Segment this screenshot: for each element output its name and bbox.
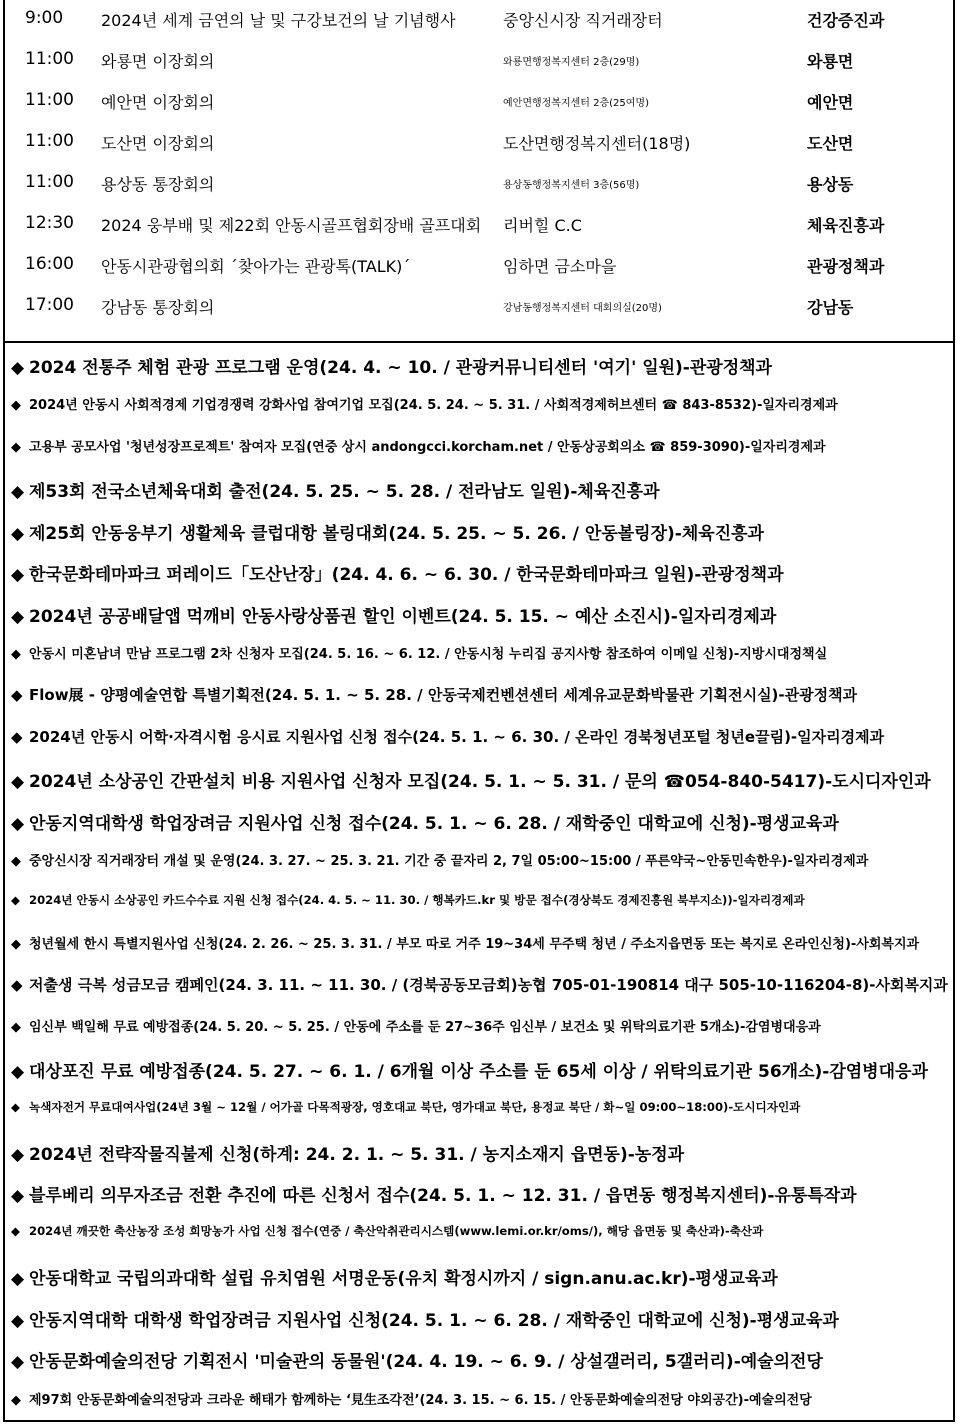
- diamond-bullet-icon: ◆: [11, 1352, 25, 1372]
- notice-item: [11, 892, 949, 908]
- schedule-title: 도산면 이장회의: [101, 134, 215, 153]
- diamond-bullet-icon: ◆: [11, 814, 25, 834]
- notice-item: [11, 519, 949, 544]
- schedule-place: 도산면행정복지센터(18명): [503, 134, 691, 153]
- diamond-bullet-icon: ◆: [11, 1100, 20, 1114]
- notice-item: [11, 1223, 949, 1239]
- diamond-bullet-icon: ◆: [11, 440, 21, 455]
- schedule-dept: 도산면: [807, 134, 854, 153]
- notice-text: 안동대학교 국립의과대학 설립 유치염원 서명운동(유치 확정시까지 / sign.anu.ac.kr)-평생교육과: [29, 1269, 778, 1289]
- notice-text: 블루베리 의무자조금 전환 추진에 따른 신청서 접수(24. 5. 1. ~ 12. 31. / 읍면동 행정복지센터)-유통특작과: [29, 1186, 857, 1206]
- schedule-row: [5, 205, 953, 246]
- schedule-time: 11:00: [25, 131, 74, 151]
- diamond-bullet-icon: ◆: [11, 1224, 20, 1238]
- schedule-row: [5, 0, 953, 41]
- daily-schedule-table: [5, 0, 953, 343]
- schedule-row: [5, 82, 953, 123]
- notice-text: 한국문화테마파크 퍼레이드「도산난장」(24. 4. 6. ~ 6. 30. / 한국문화테마파크 일원)-관광정책과: [29, 565, 784, 585]
- document-page: [3, 0, 955, 1422]
- schedule-title: 예안면 이장회의: [101, 93, 215, 112]
- schedule-title: 용상동 통장회의: [101, 175, 215, 194]
- notice-item: [11, 1016, 949, 1035]
- notice-text: 2024년 안동시 소상공인 카드수수료 지원 신청 접수(24. 4. 5. ~ 11. 30. / 행복카드.kr 및 방문 접수(경상북도 경제진흥원 북부지소))-일자리경제과: [29, 893, 805, 907]
- schedule-time: 17:00: [25, 295, 74, 315]
- notice-item: [11, 353, 949, 378]
- notice-text: 제25회 안동웅부기 생활체육 클럽대항 볼링대회(24. 5. 25. ~ 5. 26. / 안동볼링장)-체육진흥과: [29, 524, 764, 544]
- notice-text: 2024년 공공배달앱 먹깨비 안동사랑상품권 할인 이벤트(24. 5. 15. ~ 예산 소진시)-일자리경제과: [29, 607, 777, 627]
- notice-item: [11, 394, 949, 413]
- notice-item: [11, 436, 949, 455]
- notice-item: [11, 602, 949, 627]
- schedule-place: 중앙신시장 직거래장터: [503, 11, 663, 30]
- schedule-place: 와룡면행정복지센터 2층(29명): [503, 57, 640, 68]
- schedule-place: 리버힐 C.C: [503, 216, 582, 235]
- schedule-title: 강남동 통장회의: [101, 298, 215, 317]
- schedule-time: 12:30: [25, 213, 74, 233]
- diamond-bullet-icon: ◆: [11, 772, 25, 792]
- notice-item: [11, 1264, 949, 1289]
- diamond-bullet-icon: ◆: [11, 1186, 25, 1206]
- schedule-time: 16:00: [25, 254, 74, 274]
- notice-text: 고용부 공모사업 '청년성장프로젝트' 참여자 모집(연중 상시 andongcci.korcham.net / 안동상공회의소 ☎ 859-3090)-일자리경제과: [29, 440, 826, 455]
- diamond-bullet-icon: ◆: [11, 607, 25, 627]
- diamond-bullet-icon: ◆: [11, 976, 23, 994]
- notice-text: 2024년 전략작물직불제 신청(하계: 24. 2. 1. ~ 5. 31. / 농지소재지 읍면동)-농정과: [29, 1145, 685, 1165]
- schedule-row: [5, 41, 953, 82]
- notice-item: [11, 684, 949, 705]
- notice-item: [11, 809, 949, 834]
- diamond-bullet-icon: ◆: [11, 482, 25, 502]
- notice-text: 안동지역대학생 학업장려금 지원사업 신청 접수(24. 5. 1. ~ 6. 28. / 재학중인 대학교에 신청)-평생교육과: [29, 814, 839, 834]
- diamond-bullet-icon: ◆: [11, 1062, 25, 1082]
- schedule-place: 예안면행정복지센터 2층(25여명): [503, 98, 649, 109]
- diamond-bullet-icon: ◆: [11, 1311, 25, 1331]
- schedule-row: [5, 246, 953, 287]
- notice-text: 대상포진 무료 예방접종(24. 5. 27. ~ 6. 1. / 6개월 이상 주소를 둔 65세 이상 / 위탁의료기관 56개소)-감염병대응과: [29, 1062, 928, 1082]
- notice-text: 안동문화예술의전당 기획전시 '미술관의 동물원'(24. 4. 19. ~ 6. 9. / 상설갤러리, 5갤러리)-예술의전당: [29, 1352, 823, 1372]
- notice-item: [11, 767, 949, 792]
- notice-item: [11, 726, 949, 747]
- schedule-row: [5, 123, 953, 164]
- schedule-dept: 예안면: [807, 93, 854, 112]
- notice-text: 제53회 전국소년체육대회 출전(24. 5. 25. ~ 5. 28. / 전라남도 일원)-체육진흥과: [29, 482, 660, 502]
- schedule-row: [5, 287, 953, 328]
- diamond-bullet-icon: ◆: [11, 524, 25, 544]
- notice-item: [11, 1057, 949, 1082]
- diamond-bullet-icon: ◆: [11, 358, 25, 378]
- diamond-bullet-icon: ◆: [11, 686, 23, 704]
- schedule-time: 11:00: [25, 172, 74, 192]
- diamond-bullet-icon: ◆: [11, 1269, 25, 1289]
- schedule-place: 강남동행정복지센터 대회의실(20명): [503, 303, 662, 314]
- notice-text: 2024 전통주 체험 관광 프로그램 운영(24. 4. ~ 10. / 관광커뮤니티센터 '여기' 일원)-관광정책과: [29, 358, 772, 378]
- diamond-bullet-icon: ◆: [11, 1145, 25, 1165]
- notice-item: [11, 1099, 949, 1115]
- notice-list: [5, 343, 953, 1420]
- notice-item: [11, 974, 949, 995]
- notice-text: 2024년 소상공인 간판설치 비용 지원사업 신청자 모집(24. 5. 1. ~ 5. 31. / 문의 ☎054-840-5417)-도시디자인과: [29, 772, 931, 792]
- notice-text: 녹색자전거 무료대여사업(24년 3월 ~ 12월 / 어가골 다목적광장, 영호대교 북단, 영가대교 북단, 용정교 북단 / 화~일 09:00~18:00)-도시디자인과: [29, 1100, 801, 1114]
- diamond-bullet-icon: ◆: [11, 1020, 21, 1035]
- diamond-bullet-icon: ◆: [11, 1393, 21, 1408]
- diamond-bullet-icon: ◆: [11, 893, 20, 907]
- notice-text: Flow展 - 양평예술연합 특별기획전(24. 5. 1. ~ 5. 28. / 안동국제컨벤션센터 세계유교문화박물관 기획전시실)-관광정책과: [29, 686, 858, 704]
- notice-item: [11, 1389, 949, 1408]
- notice-text: 제97회 안동문화예술의전당과 크라운 해태가 함께하는 ‘見生조각전’(24. 3. 15. ~ 6. 15. / 안동문화예술의전당 야외공간)-예술의전당: [29, 1393, 812, 1408]
- notice-text: 안동지역대학 대학생 학업장려금 지원사업 신청(24. 5. 1. ~ 6. 28. / 재학중인 대학교에 신청)-평생교육과: [29, 1311, 839, 1331]
- schedule-dept: 용상동: [807, 175, 854, 194]
- schedule-row: [5, 164, 953, 205]
- schedule-time: 11:00: [25, 90, 74, 110]
- notice-text: 2024년 안동시 어학·자격시험 응시료 지원사업 신청 접수(24. 5. 1. ~ 6. 30. / 온라인 경북청년포털 청년e끌림)-일자리경제과: [29, 728, 885, 746]
- schedule-time: 9:00: [25, 8, 64, 28]
- schedule-dept: 체육진흥과: [807, 216, 885, 235]
- schedule-place: 임하면 금소마을: [503, 257, 617, 276]
- diamond-bullet-icon: ◆: [11, 937, 21, 952]
- notice-text: 중앙신시장 직거래장터 개설 및 운영(24. 3. 27. ~ 25. 3. 21. 기간 중 끝자리 2, 7일 05:00~15:00 / 푸른약국~안동민속한우)-일자리경제과: [29, 854, 869, 869]
- notice-item: [11, 1347, 949, 1372]
- notice-text: 저출생 극복 성금모금 캠페인(24. 3. 11. ~ 11. 30. / (경북공동모금회)농협 705-01-190814 대구 505-10-116204-8)-사회복지과: [29, 976, 948, 994]
- diamond-bullet-icon: ◆: [11, 728, 23, 746]
- notice-text: 2024년 안동시 사회적경제 기업경쟁력 강화사업 참여기업 모집(24. 5. 24. ~ 5. 31. / 사회적경제허브센터 ☎ 843-8532)-일자리경제과: [29, 398, 838, 413]
- notice-item: [11, 560, 949, 585]
- schedule-dept: 강남동: [807, 298, 854, 317]
- diamond-bullet-icon: ◆: [11, 854, 21, 869]
- schedule-dept: 건강증진과: [807, 11, 885, 30]
- notice-item: [11, 1140, 949, 1165]
- notice-text: 청년월세 한시 특별지원사업 신청(24. 2. 26. ~ 25. 3. 31. / 부모 따로 거주 19~34세 무주택 청년 / 주소지읍면동 또는 복지로 온라인신청)-사회복지과: [29, 937, 920, 952]
- notice-item: [11, 933, 949, 952]
- notice-text: 안동시 미혼남녀 만남 프로그램 2차 신청자 모집(24. 5. 16. ~ 6. 12. / 안동시청 누리집 공지사항 참조하여 이메일 신청)-지방시대정책실: [29, 647, 828, 662]
- diamond-bullet-icon: ◆: [11, 647, 21, 662]
- schedule-time: 11:00: [25, 49, 74, 69]
- notice-text: 2024년 깨끗한 축산농장 조성 희망농가 사업 신청 접수(연중 / 축산악취관리시스템(www.lemi.or.kr/oms/), 해당 읍면동 및 축산과)-축산과: [29, 1224, 764, 1238]
- notice-item: [11, 850, 949, 869]
- notice-item: [11, 477, 949, 502]
- notice-item: [11, 1181, 949, 1206]
- schedule-title: 안동시관광협의회 ´찾아가는 관광톡(TALK)´: [101, 257, 411, 276]
- schedule-title: 2024년 세계 금연의 날 및 구강보건의 날 기념행사: [101, 11, 456, 30]
- schedule-dept: 관광정책과: [807, 257, 885, 276]
- schedule-place: 용상동행정복지센터 3층(56명): [503, 180, 640, 191]
- diamond-bullet-icon: ◆: [11, 398, 21, 413]
- schedule-dept: 와룡면: [807, 52, 854, 71]
- diamond-bullet-icon: ◆: [11, 565, 25, 585]
- schedule-title: 2024 웅부배 및 제22회 안동시골프협회장배 골프대회: [101, 216, 482, 235]
- notice-text: 임신부 백일해 무료 예방접종(24. 5. 20. ~ 5. 25. / 안동에 주소를 둔 27~36주 임신부 / 보건소 및 위탁의료기관 5개소)-감염병대응과: [29, 1020, 821, 1035]
- schedule-title: 와룡면 이장회의: [101, 52, 215, 71]
- notice-item: [11, 1306, 949, 1331]
- notice-item: [11, 643, 949, 662]
